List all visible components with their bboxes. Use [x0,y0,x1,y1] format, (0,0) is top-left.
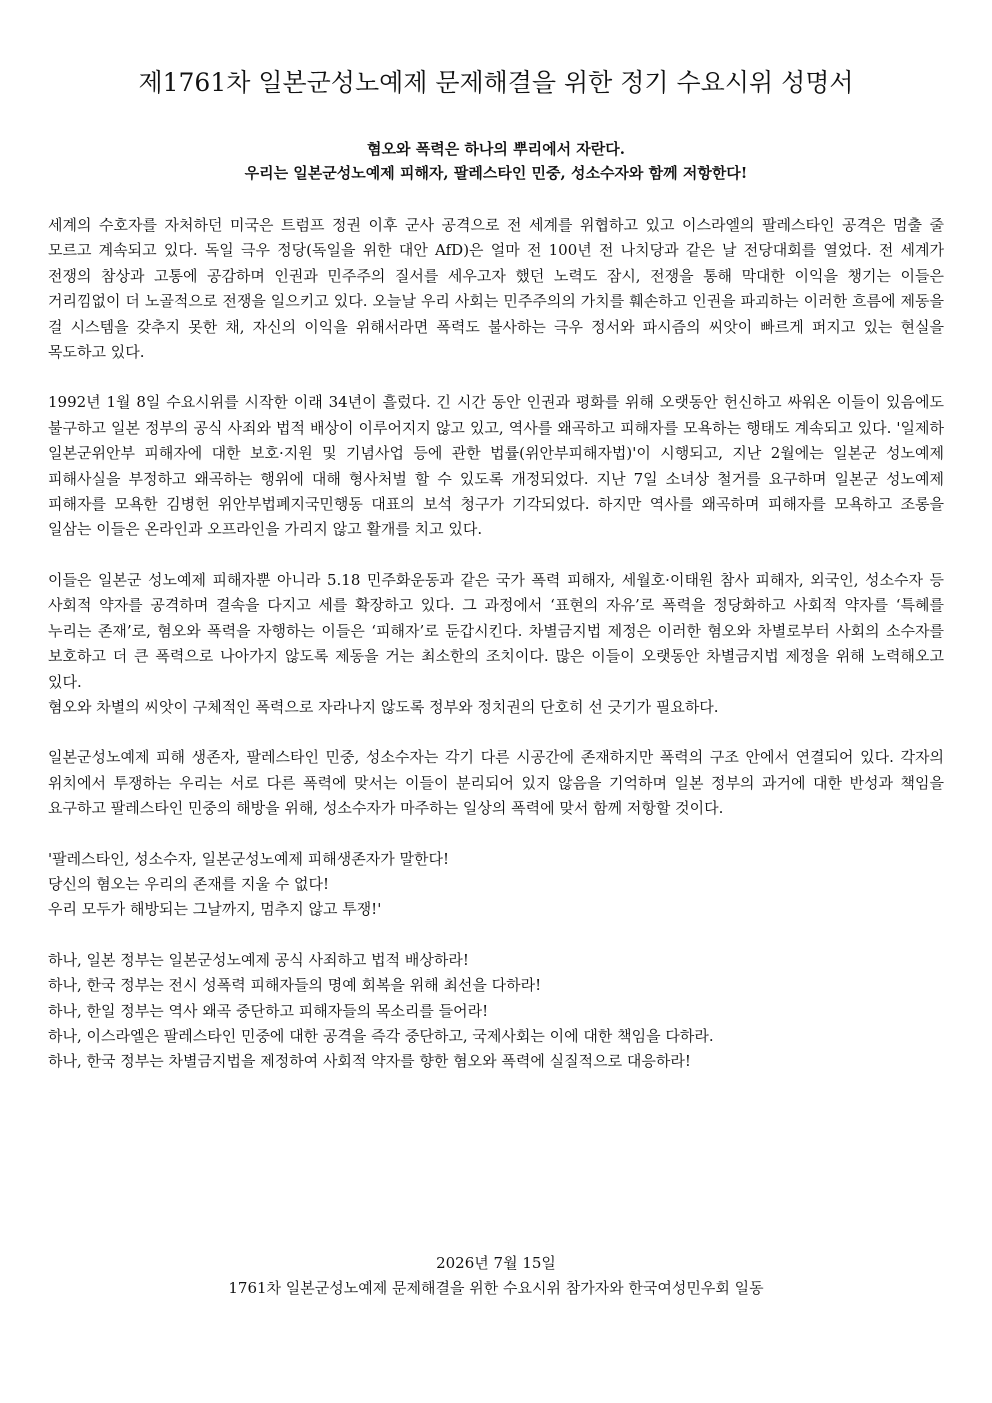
document-body [48,213,944,1100]
paragraph-3 [48,568,944,720]
demand-item: 하나, 이스라엘은 팔레스타인 민중에 대한 공격을 즉각 중단하고, 국제사회는 이에 대한 책임을 다하라. [48,1026,714,1045]
subtitle-block [0,137,992,185]
slogan-block [48,847,944,923]
slogan-line: '팔레스타인, 성소수자, 일본군성노예제 피해생존자가 말한다! [48,849,450,868]
signoff-date: 2026년 7월 15일 [436,1254,556,1272]
demand-item: 하나, 한국 정부는 전시 성폭력 피해자들의 명예 회복을 위해 최선을 다하라! [48,976,542,995]
demand-item: 하나, 일본 정부는 일본군성노예제 공식 사죄하고 법적 배상하라! [48,950,469,969]
demand-item: 하나, 한일 정부는 역사 왜곡 중단하고 피해자들의 목소리를 들어라! [48,1001,489,1020]
signoff-block [0,1251,992,1301]
subtitle-line-1: 혐오와 폭력은 하나의 뿌리에서 자란다. [367,140,625,158]
demands-list [48,948,944,1075]
slogan-line: 당신의 혐오는 우리의 존재를 지울 수 없다! [48,874,329,893]
paragraph-2: 1992년 1월 8일 수요시위를 시작한 이래 34년이 흘렀다. 긴 시간 동안 인권과 평화를 위해 오랫동안 헌신하고 싸워온 이들이 있음에도 불구하고 일본 정부의 공식 사죄와 법적 배상이 이루어지지 않고 있고, 역사를 왜곡하고 피해자를 모욕하는 행태도 계속되고 있다. '일제하 일본군위안부 피해자에 대한 보호·지원 및 기념사업 등에 관한 법률(위안부피해자법)'이 시행되고, 지난 2월에는 일본군 성노예제 피해사실을 부정하고 왜곡하는 행위에 대해 형사처벌 할 수 있도록 개정되었다. 지난 7일 소녀상 철거를 요구하며 일본군 성노예제 피해자를 모욕한 김병헌 위안부법폐지국민행동 대표의 보석 청구가 기각되었다. 하지만 역사를 왜곡하며 피해자를 모욕하고 조롱을 일삼는 이들은 온라인과 오프라인을 가리지 않고 활개를 치고 있다. [48,393,944,539]
paragraph-1: 세계의 수호자를 자처하던 미국은 트럼프 정권 이후 군사 공격으로 전 세계를 위협하고 있고 이스라엘의 팔레스타인 공격은 멈출 줄 모르고 계속되고 있다. 독일 극우 정당(독일을 위한 대안 AfD)은 얼마 전 100년 전 나치당과 같은 날 전당대회를 열었다. 전 세계가 전쟁의 참상과 고통에 공감하며 인권과 민주주의 질서를 세우고자 했던 노력도 잠시, 전쟁을 통해 막대한 이익을 챙기는 이들은 거리낌없이 더 노골적으로 전쟁을 일으키고 있다. 오늘날 우리 사회는 민주주의의 가치를 훼손하고 인권을 파괴하는 이러한 흐름에 제동을 걸 시스템을 갖추지 못한 채, 자신의 이익을 위해서라면 폭력도 불사하는 극우 정서와 파시즘의 씨앗이 빠르게 퍼지고 있는 현실을 목도하고 있다. [48,216,944,362]
signoff-signers: 1761차 일본군성노예제 문제해결을 위한 수요시위 참가자와 한국여성민우회 일동 [228,1279,764,1297]
paragraph-3-main: 이들은 일본군 성노예제 피해자뿐 아니라 5.18 민주화운동과 같은 국가 폭력 피해자, 세월호·이태원 참사 피해자, 외국인, 성소수자 등 사회적 약자를 공격하며 결속을 다지고 세를 확장하고 있다. 그 과정에서 ‘표현의 자유’로 폭력을 정당화하고 사회적 약자를 ‘특혜를 누리는 존재’로, 혐오와 폭력을 자행하는 이들은 ‘피해자’로 둔갑시킨다. 차별금지법 제정은 이러한 혐오와 차별로부터 사회의 소수자를 보호하고 더 큰 폭력으로 나아가지 않도록 제동을 거는 최소한의 조치이다. 많은 이들이 오랫동안 차별금지법 제정을 위해 노력해오고 있다. [48,570,944,691]
paragraph-3-tail: 혐오와 차별의 씨앗이 구체적인 폭력으로 자라나지 않도록 정부와 정치권의 단호히 선 긋기가 필요하다. [48,697,719,716]
demand-item: 하나, 한국 정부는 차별금지법을 제정하여 사회적 약자를 향한 혐오와 폭력에 실질적으로 대응하라! [48,1052,691,1071]
document-title: 제1761차 일본군성노예제 문제해결을 위한 정기 수요시위 성명서 [138,68,854,97]
slogan-line: 우리 모두가 해방되는 그날까지, 멈추지 않고 투쟁!' [48,900,382,919]
subtitle-line-2: 우리는 일본군성노예제 피해자, 팔레스타인 민중, 성소수자와 함께 저항한다! [244,164,748,182]
paragraph-4: 일본군성노예제 피해 생존자, 팔레스타인 민중, 성소수자는 각기 다른 시공간에 존재하지만 폭력의 구조 안에서 연결되어 있다. 각자의 위치에서 투쟁하는 우리는 서로 다른 폭력에 맞서는 이들이 분리되어 있지 않음을 기억하며 일본 정부의 과거에 대한 반성과 책임을 요구하고 팔레스타인 민중의 해방을 위해, 성소수자가 마주하는 일상의 폭력에 맞서 함께 저항할 것이다. [48,748,944,818]
